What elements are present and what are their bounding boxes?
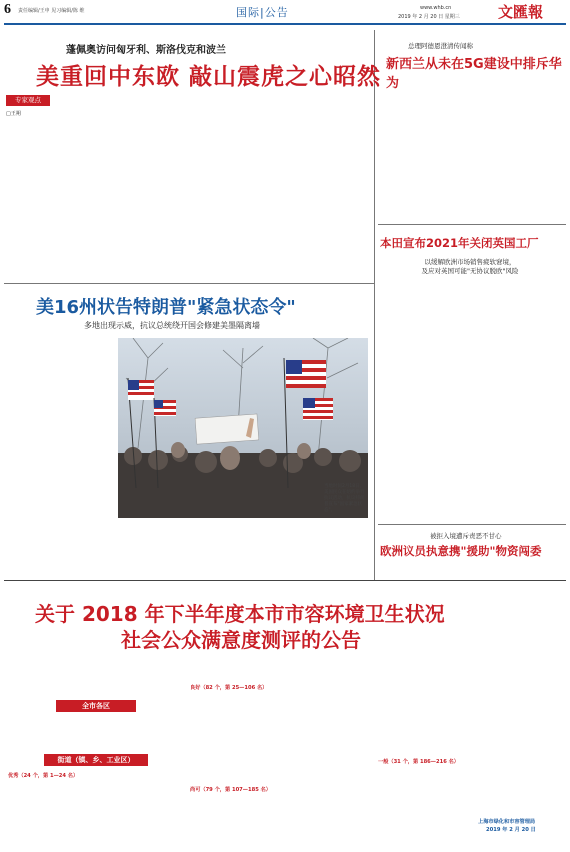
district-grade-list bbox=[8, 780, 184, 846]
honda-body-column bbox=[472, 280, 564, 520]
section-divider bbox=[378, 224, 566, 225]
section-label-district: 全市各区 bbox=[56, 700, 136, 712]
honda-body-column bbox=[380, 280, 468, 520]
protest-body-column bbox=[310, 522, 370, 576]
eu-headline: 欧洲议员执意携"援助"物资闯委 bbox=[380, 544, 542, 558]
street-grade-list bbox=[378, 766, 564, 814]
nz-headline: 新西兰从未在5G建设中排斥华为 bbox=[386, 57, 562, 91]
protest-body-column bbox=[182, 522, 242, 576]
protest-body-column bbox=[6, 340, 56, 576]
lead-body-column bbox=[6, 118, 92, 280]
street-grade-list bbox=[190, 692, 372, 784]
lead-kicker: 蓬佩奥访问匈牙利、斯洛伐克和波兰 bbox=[66, 45, 226, 56]
eu-kicker: 被拒入境遭斥责恶不甘心 bbox=[430, 532, 502, 540]
page-number: 6 bbox=[4, 2, 11, 17]
district-paragraph bbox=[8, 716, 184, 750]
notice-issuer: 上海市绿化和市容管理局 bbox=[478, 819, 536, 825]
lead-byline: □王朔 bbox=[6, 111, 21, 117]
masthead-rule bbox=[4, 23, 566, 25]
grade-pass-street: 尚可（79 个，第 107—185 名） bbox=[190, 787, 271, 793]
grade-excellent-district: 优秀（24 个，第 1—24 名） bbox=[8, 773, 79, 779]
nz-body-column bbox=[472, 72, 564, 220]
page-editor-info: 责任编辑/王申 见习编辑/陈 维 bbox=[18, 8, 85, 14]
nz-kicker: 总理阿德恩澄清传闻称 bbox=[408, 42, 473, 50]
lead-body-column bbox=[280, 96, 370, 280]
lead-body-column bbox=[96, 96, 184, 280]
notice-date: 2019 年 2 月 20 日 bbox=[486, 827, 536, 833]
section-divider bbox=[378, 524, 566, 525]
website-url[interactable]: www.whb.cn bbox=[420, 5, 452, 11]
notice-headline: 关于 2018 年下半年度本市市容环境卫生状况 bbox=[35, 602, 445, 626]
photo-caption: 当地时间2月18日，美国民众在纽约举行抗议活动，抗议特朗普宣布"国家紧急状态"。 bbox=[324, 484, 365, 513]
protest-body-column bbox=[60, 340, 114, 576]
section-label-street: 街道（镇、乡、工业区） bbox=[44, 754, 148, 766]
street-grade-list bbox=[378, 660, 564, 756]
grade-good-street: 良好（82 个，第 25—106 名） bbox=[190, 685, 268, 691]
protest-subheadline: 多地出现示威，抗议总统绕开国会修建美墨隔离墙 bbox=[84, 321, 260, 330]
street-grade-list bbox=[190, 660, 372, 682]
protest-body-column bbox=[118, 522, 178, 576]
newspaper-logo: 文匯報 bbox=[498, 3, 544, 21]
column-divider bbox=[374, 30, 375, 580]
eu-body-column bbox=[380, 562, 468, 578]
eu-body-column bbox=[472, 562, 564, 578]
lead-body-column bbox=[188, 96, 276, 280]
protest-headline: 美16州状告特朗普"紧急状态令" bbox=[36, 297, 296, 318]
commentary-tag: 专家观点 bbox=[6, 95, 50, 106]
honda-headline: 本田宣布2021年关闭英国工厂 bbox=[380, 236, 539, 250]
notice-headline-line2: 社会公众满意度测评的公告 bbox=[121, 628, 361, 652]
street-grade-list bbox=[190, 794, 372, 846]
masthead bbox=[0, 0, 570, 24]
section-title: 国际|公告 bbox=[236, 6, 289, 19]
lead-headline: 美重回中东欧 敲山震虎之心昭然 bbox=[36, 64, 382, 90]
protest-body-column bbox=[246, 522, 306, 576]
issue-dateline: 2019 年 2 月 20 日 星期三 bbox=[398, 14, 460, 20]
grade-poor-street: 一般（31 个，第 186—216 名） bbox=[378, 759, 459, 765]
section-divider bbox=[4, 580, 566, 581]
section-divider bbox=[4, 283, 374, 284]
honda-subheadline: 以缓解欧洲市场销售疲软窘境， 及应对英国可能"无协议脱欧"风险 bbox=[421, 258, 519, 275]
notice-intro bbox=[8, 660, 184, 696]
nz-body-column bbox=[380, 72, 468, 220]
